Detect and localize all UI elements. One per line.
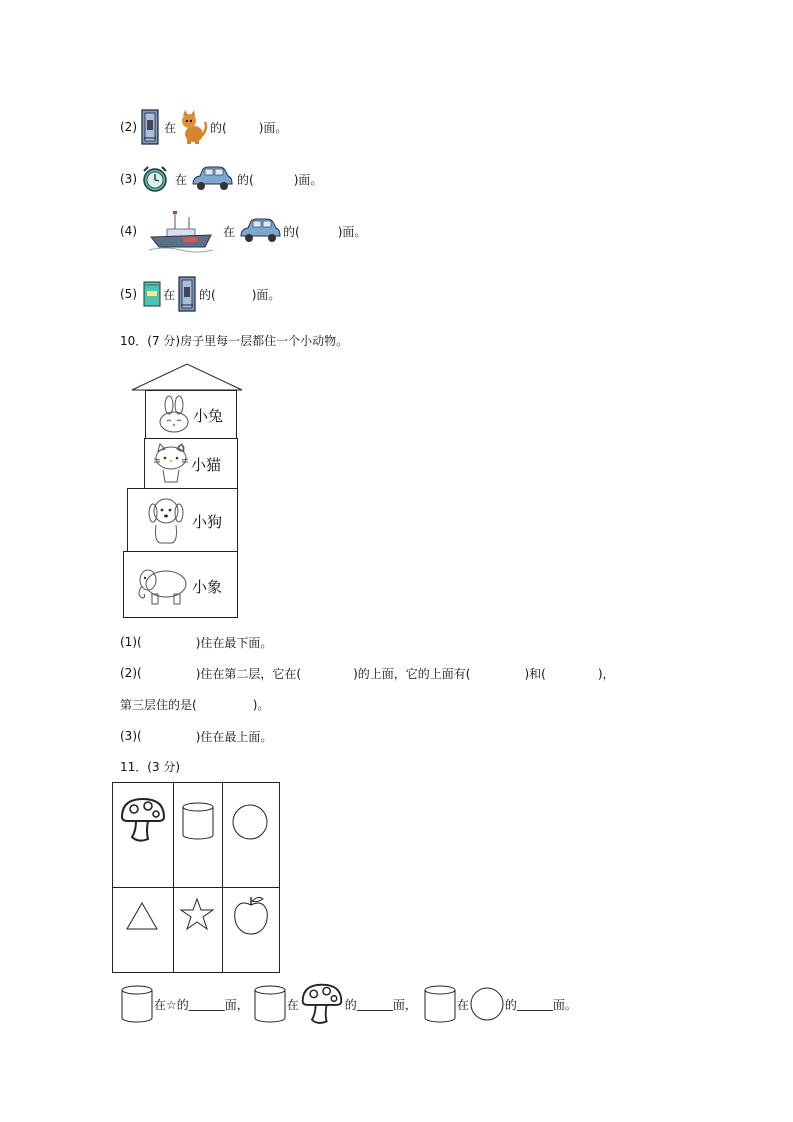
q9-item-5: [120, 281, 280, 307]
animal-label-elephant: 小象: [192, 578, 223, 596]
house-roof: [130, 362, 244, 392]
cat-icon: [178, 110, 208, 144]
cylinder-icon: [120, 984, 154, 1024]
animal-label-rabbit: 小兔: [193, 407, 224, 425]
text-fragment: (2)(: [120, 666, 142, 680]
floor-cat: [144, 438, 238, 490]
text-fragment: )，: [597, 666, 615, 681]
text-fragment: (1)(: [120, 635, 142, 649]
puppy-icon: [144, 495, 188, 547]
text-fragment: 在: [456, 997, 469, 1012]
text-fragment: 在☆的: [154, 997, 189, 1012]
text-fragment: )的上面，它的上面有(: [353, 666, 471, 681]
book-icon: [140, 108, 160, 146]
mushroom-icon: [118, 795, 168, 845]
q9-item-4: [120, 218, 366, 244]
ship-icon: [149, 209, 213, 253]
floor-rabbit: [145, 390, 237, 440]
circle-icon: [231, 803, 269, 841]
item-number: (2): [120, 120, 137, 134]
de-text: 的(: [283, 224, 300, 239]
zai-text: 在: [175, 172, 188, 187]
text-fragment: 在: [286, 997, 299, 1012]
q10-sub1: [120, 629, 272, 655]
apple-icon: [231, 893, 271, 937]
book-icon: [177, 275, 197, 313]
zai-text: 在: [223, 224, 236, 239]
animal-label-dog: 小狗: [192, 513, 223, 531]
mushroom-icon: [299, 981, 345, 1027]
text-fragment: )住在最下面。: [195, 635, 273, 650]
cylinder-icon: [253, 984, 287, 1024]
q9-item-3: [120, 166, 322, 192]
q11-title: 11．(3 分): [120, 760, 181, 774]
answer-blank-1[interactable]: ______: [188, 997, 225, 1011]
q10-sub2-cont: [120, 691, 269, 717]
floor-dog: [127, 488, 238, 553]
text-fragment: (3)(: [120, 729, 142, 743]
triangle-icon: [125, 901, 159, 931]
rabbit-icon: [154, 395, 194, 435]
car-icon: [191, 166, 233, 192]
text-fragment: )和(: [524, 666, 546, 681]
text-fragment: 面，: [224, 997, 249, 1012]
q9-item-2: [120, 114, 287, 140]
text-fragment: )住在最上面。: [195, 729, 273, 744]
cylinder-icon: [181, 801, 215, 841]
car-icon: [239, 218, 281, 244]
de-text: 的(: [210, 120, 227, 135]
star-icon: [179, 897, 215, 933]
kitty-icon: [151, 442, 193, 486]
text-fragment: 第三层住的是(: [120, 697, 197, 712]
zai-text: 在: [163, 287, 176, 302]
answer-blank-2[interactable]: ______: [356, 997, 393, 1011]
animal-label-cat: 小猫: [191, 456, 222, 474]
de-text: 的(: [199, 287, 216, 302]
tail-text: )面。: [337, 224, 367, 239]
q10-title: 10．(7 分)房子里每一层都住一个小动物。: [120, 334, 349, 348]
text-fragment: 面，: [392, 997, 417, 1012]
notebook-icon: [143, 281, 161, 307]
de-text: 的(: [237, 172, 254, 187]
item-number: (3): [120, 172, 137, 186]
q10-sub2: [120, 660, 615, 686]
elephant-icon: [134, 564, 192, 606]
shape-grid: [112, 782, 280, 973]
q10-sub3: [120, 723, 272, 749]
tail-text: )面。: [293, 172, 323, 187]
answer-blank-3[interactable]: ______: [516, 997, 553, 1011]
tail-text: )面。: [251, 287, 281, 302]
text-fragment: 的: [504, 997, 517, 1012]
zai-text: 在: [164, 120, 177, 135]
cylinder-icon: [423, 984, 457, 1024]
q11-answer-line: [120, 983, 577, 1025]
text-fragment: 面。: [552, 997, 577, 1012]
text-fragment: )。: [252, 697, 270, 712]
circle-icon: [469, 986, 505, 1022]
floor-elephant: [123, 551, 238, 618]
item-number: (5): [120, 287, 137, 301]
text-fragment: )住在第二层，它在(: [195, 666, 302, 681]
alarm-clock-icon: [141, 165, 169, 193]
text-fragment: 的: [344, 997, 357, 1012]
item-number: (4): [120, 224, 137, 238]
house-diagram: [120, 362, 250, 622]
tail-text: )面。: [258, 120, 288, 135]
